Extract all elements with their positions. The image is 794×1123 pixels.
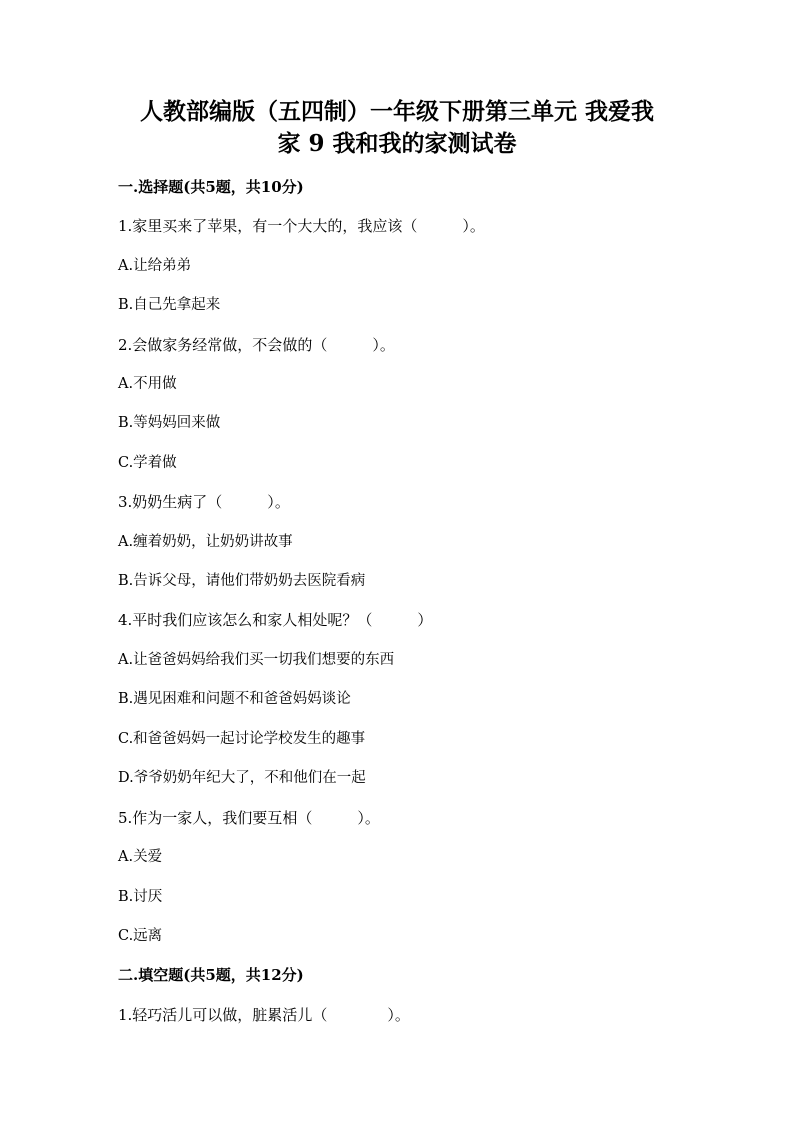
question-option: C.远离 [118,928,163,944]
question-stem: 1.家里买来了苹果，有一个大大的，我应该（ ）。 [118,217,485,235]
question-option: A.让爸爸妈妈给我们买一切我们想要的东西 [118,652,395,668]
page-title-line-2: 家 9 我和我的家测试卷 [277,130,517,157]
question-stem: 3.奶奶生病了（ ）。 [118,493,290,511]
question-stem: 5.作为一家人，我们要互相（ ）。 [118,809,380,827]
question-stem: 2.会做家务经常做，不会做的（ ）。 [118,336,395,354]
question-option: B.等妈妈回来做 [118,415,221,431]
question-option: B.告诉父母，请他们带奶奶去医院看病 [118,573,366,589]
section-heading-multiple-choice: 一.选择题(共5题，共10分) [118,178,304,196]
section-heading-fill-in-blank: 二.填空题(共5题，共12分) [118,966,304,984]
question-option: A.关爱 [118,849,163,865]
question-option: C.和爸爸妈妈一起讨论学校发生的趣事 [118,731,366,747]
question-option: B.遇见困难和问题不和爸爸妈妈谈论 [118,691,351,707]
question-option: B.自己先拿起来 [118,297,221,313]
question-option: A.让给弟弟 [118,258,192,274]
question-option: B.讨厌 [118,889,163,905]
page-title-line-1: 人教部编版（五四制）一年级下册第三单元 我爱我 [139,98,654,125]
question-option: C.学着做 [118,455,177,471]
question-stem: 1.轻巧活儿可以做，脏累活儿（ ）。 [118,1006,410,1024]
question-option: A.不用做 [118,376,177,392]
question-stem: 4.平时我们应该怎么和家人相处呢？（ ） [118,611,433,629]
question-option: A.缠着奶奶，让奶奶讲故事 [118,534,293,550]
question-option: D.爷爷奶奶年纪大了，不和他们在一起 [118,770,366,786]
